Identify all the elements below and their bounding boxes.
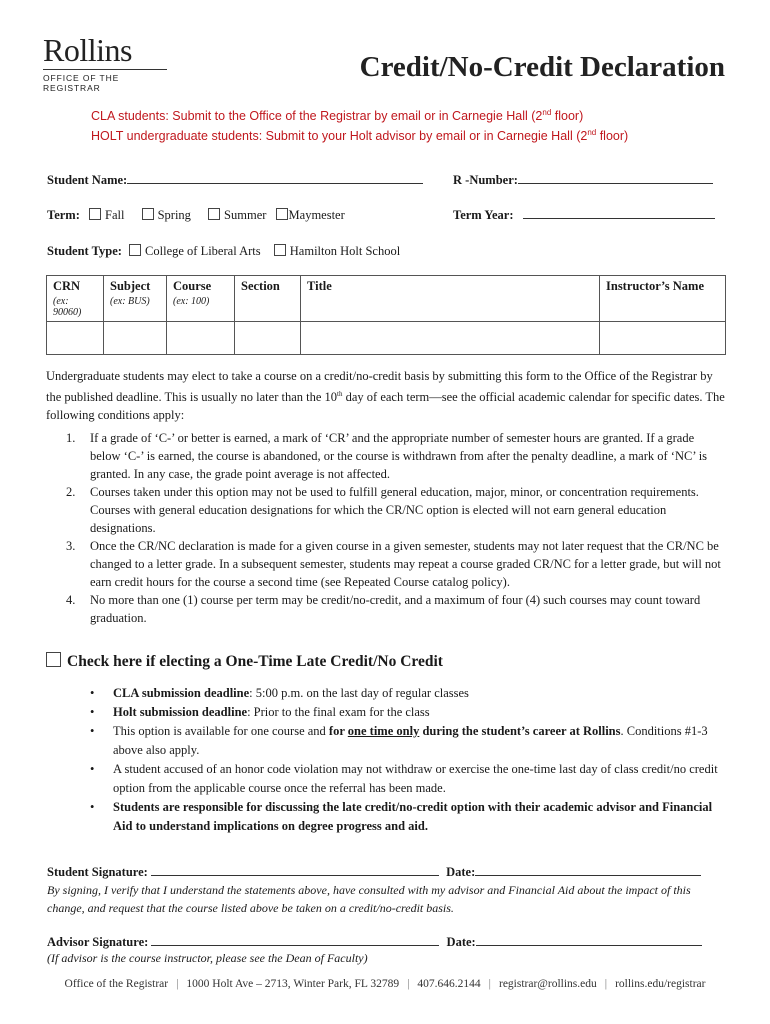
term-fall-checkbox[interactable] (89, 208, 101, 220)
type-cla-checkbox[interactable] (129, 244, 141, 256)
term-row (47, 207, 345, 223)
type-holt-checkbox[interactable] (274, 244, 286, 256)
footer-office: Office of the Registrar (64, 978, 169, 990)
type-cla-label: College of Liberal Arts (145, 244, 261, 258)
advisor-date-field[interactable] (476, 934, 702, 946)
advisor-signature-label: Advisor Signature: (47, 935, 149, 949)
logo-wordmark: Rollins (43, 32, 132, 68)
r-number-field[interactable] (518, 172, 713, 184)
student-date-field[interactable] (475, 864, 701, 876)
student-signature-label: Student Signature: (47, 865, 148, 879)
late-credit-heading (46, 652, 443, 671)
term-summer-checkbox[interactable] (208, 208, 220, 220)
student-type-row (47, 243, 400, 259)
term-label: Term: (47, 208, 80, 222)
logo-subtitle: OFFICE OF THE REGISTRAR (43, 73, 120, 93)
student-signature-field[interactable] (151, 864, 439, 876)
r-number-row (453, 172, 713, 188)
course-cell[interactable] (167, 322, 235, 355)
r-number-label: R -Number: (453, 173, 518, 187)
term-year-field[interactable] (523, 207, 715, 219)
list-item: • Holt submission deadline: Prior to the final exam for the class (90, 705, 430, 719)
subject-cell[interactable] (104, 322, 167, 355)
student-signature-note: By signing, I verify that I understand the statements above, have consulted with my advisor and Financial Aid about the impact of this change, and request that the course listed above be taken on a credit/no-credit basis. (47, 883, 691, 915)
term-year-label: Term Year: (453, 208, 514, 222)
advisor-signature-row (47, 934, 702, 950)
condition-item: 3. Once the CR/NC declaration is made for a given course in a given semester, students may not later request that the CR/NC be changed to a letter grade. In a subsequent semester, students may repeat a course graded CR/NC for a letter grade, but will not earn credit hours for the course a second time (see Repeated Course catalog policy). (66, 539, 721, 589)
page-footer: Office of the Registrar | 1000 Holt Ave – 2713, Winter Park, FL 32789 | 407.646.2144 | registrar@rollins.edu | rollins.edu/registrar (64, 978, 706, 990)
term-year-row (453, 207, 715, 223)
footer-website[interactable]: rollins.edu/registrar (615, 978, 706, 990)
title-header: Title (301, 276, 600, 322)
term-spring-label: Spring (157, 208, 191, 222)
list-item: • CLA submission deadline: 5:00 p.m. on the last day of regular classes (90, 686, 469, 700)
page-title: Credit/No-Credit Declaration (359, 51, 725, 83)
student-name-label: Student Name: (47, 173, 128, 187)
term-maymester-label: Maymester (288, 208, 345, 222)
term-spring-checkbox[interactable] (142, 208, 154, 220)
late-credit-list (46, 684, 726, 836)
condition-item: 1. If a grade of ‘C-’ or better is earned, a mark of ‘CR’ and the appropriate number of semester hours are granted. If a grade below ‘C-’ is earned, the course is abandoned, or the course is withdrawn from after the penalty deadline, a mark of ‘NC’ is granted. In any case, the grade point average is not affected. (66, 431, 708, 481)
list-item: • This option is available for one course and for one time only during the student’s career at Rollins. Conditions #1-3 above also apply. (90, 724, 708, 757)
type-holt-label: Hamilton Holt School (289, 244, 401, 258)
table-header-row (47, 276, 726, 322)
title-cell[interactable] (301, 322, 600, 355)
instructor-header: Instructor’s Name (600, 276, 726, 322)
footer-email[interactable]: registrar@rollins.edu (498, 978, 597, 990)
section-header: Section (235, 276, 301, 322)
term-summer-label: Summer (224, 208, 267, 222)
footer-phone: 407.646.2144 (417, 978, 481, 990)
course-table (46, 275, 726, 355)
student-date-label: Date: (446, 865, 476, 879)
table-row (47, 322, 726, 355)
holt-submit-note: HOLT undergraduate students: Submit to your Holt advisor by email or in Carnegie Hall (2nd floor) (91, 128, 629, 144)
late-credit-heading-text: Check here if electing a One-Time Late Credit/No Credit (67, 653, 443, 670)
advisor-signature-field[interactable] (151, 934, 439, 946)
condition-item: 4. No more than one (1) course per term may be credit/no-credit, and a maximum of four (4) such courses may count toward graduation. (66, 593, 701, 625)
advisor-date-label: Date: (446, 935, 476, 949)
student-name-field[interactable] (127, 172, 423, 184)
term-fall-label: Fall (105, 208, 125, 222)
section-cell[interactable] (235, 322, 301, 355)
conditions-list (46, 429, 726, 627)
subject-header: Subject (ex: BUS) (104, 276, 167, 322)
student-signature-row (47, 864, 701, 880)
crn-header: CRN (ex: 90060) (47, 276, 104, 322)
rollins-logo (43, 34, 169, 93)
crn-cell[interactable] (47, 322, 104, 355)
condition-item: 2. Courses taken under this option may not be used to fulfill general education, major, minor, or concentration requirements. Courses with general education designations for which the CR/NC option is elected will not earn general education designations. (66, 485, 699, 535)
late-credit-checkbox[interactable] (46, 652, 61, 667)
list-item: • Students are responsible for discussing the late credit/no-credit option with their academic advisor and Financial Aid to understand implications on degree progress and aid. (90, 800, 713, 833)
advisor-signature-note: (If advisor is the course instructor, please see the Dean of Faculty) (47, 951, 368, 965)
logo-rule (43, 69, 167, 70)
course-header: Course (ex: 100) (167, 276, 235, 322)
student-type-label: Student Type: (47, 244, 122, 258)
student-name-row (47, 172, 423, 188)
footer-address: 1000 Holt Ave – 2713, Winter Park, FL 32789 (186, 978, 400, 990)
term-maymester-checkbox[interactable] (276, 208, 288, 220)
cla-submit-note: CLA students: Submit to the Office of the Registrar by email or in Carnegie Hall (2nd floor) (91, 108, 584, 124)
instructor-cell[interactable] (600, 322, 726, 355)
intro-paragraph: Undergraduate students may elect to take a course on a credit/no-credit basis by submitting this form to the Office of the Registrar by the published deadline. This is usually no later than the 10th day of each term—see the official academic calendar for specific dates. The following conditions apply: (46, 369, 725, 423)
list-item: • A student accused of an honor code violation may not withdraw or exercise the one-time last day of class credit/no credit option from the applicable course once the referral has been made. (90, 762, 718, 795)
